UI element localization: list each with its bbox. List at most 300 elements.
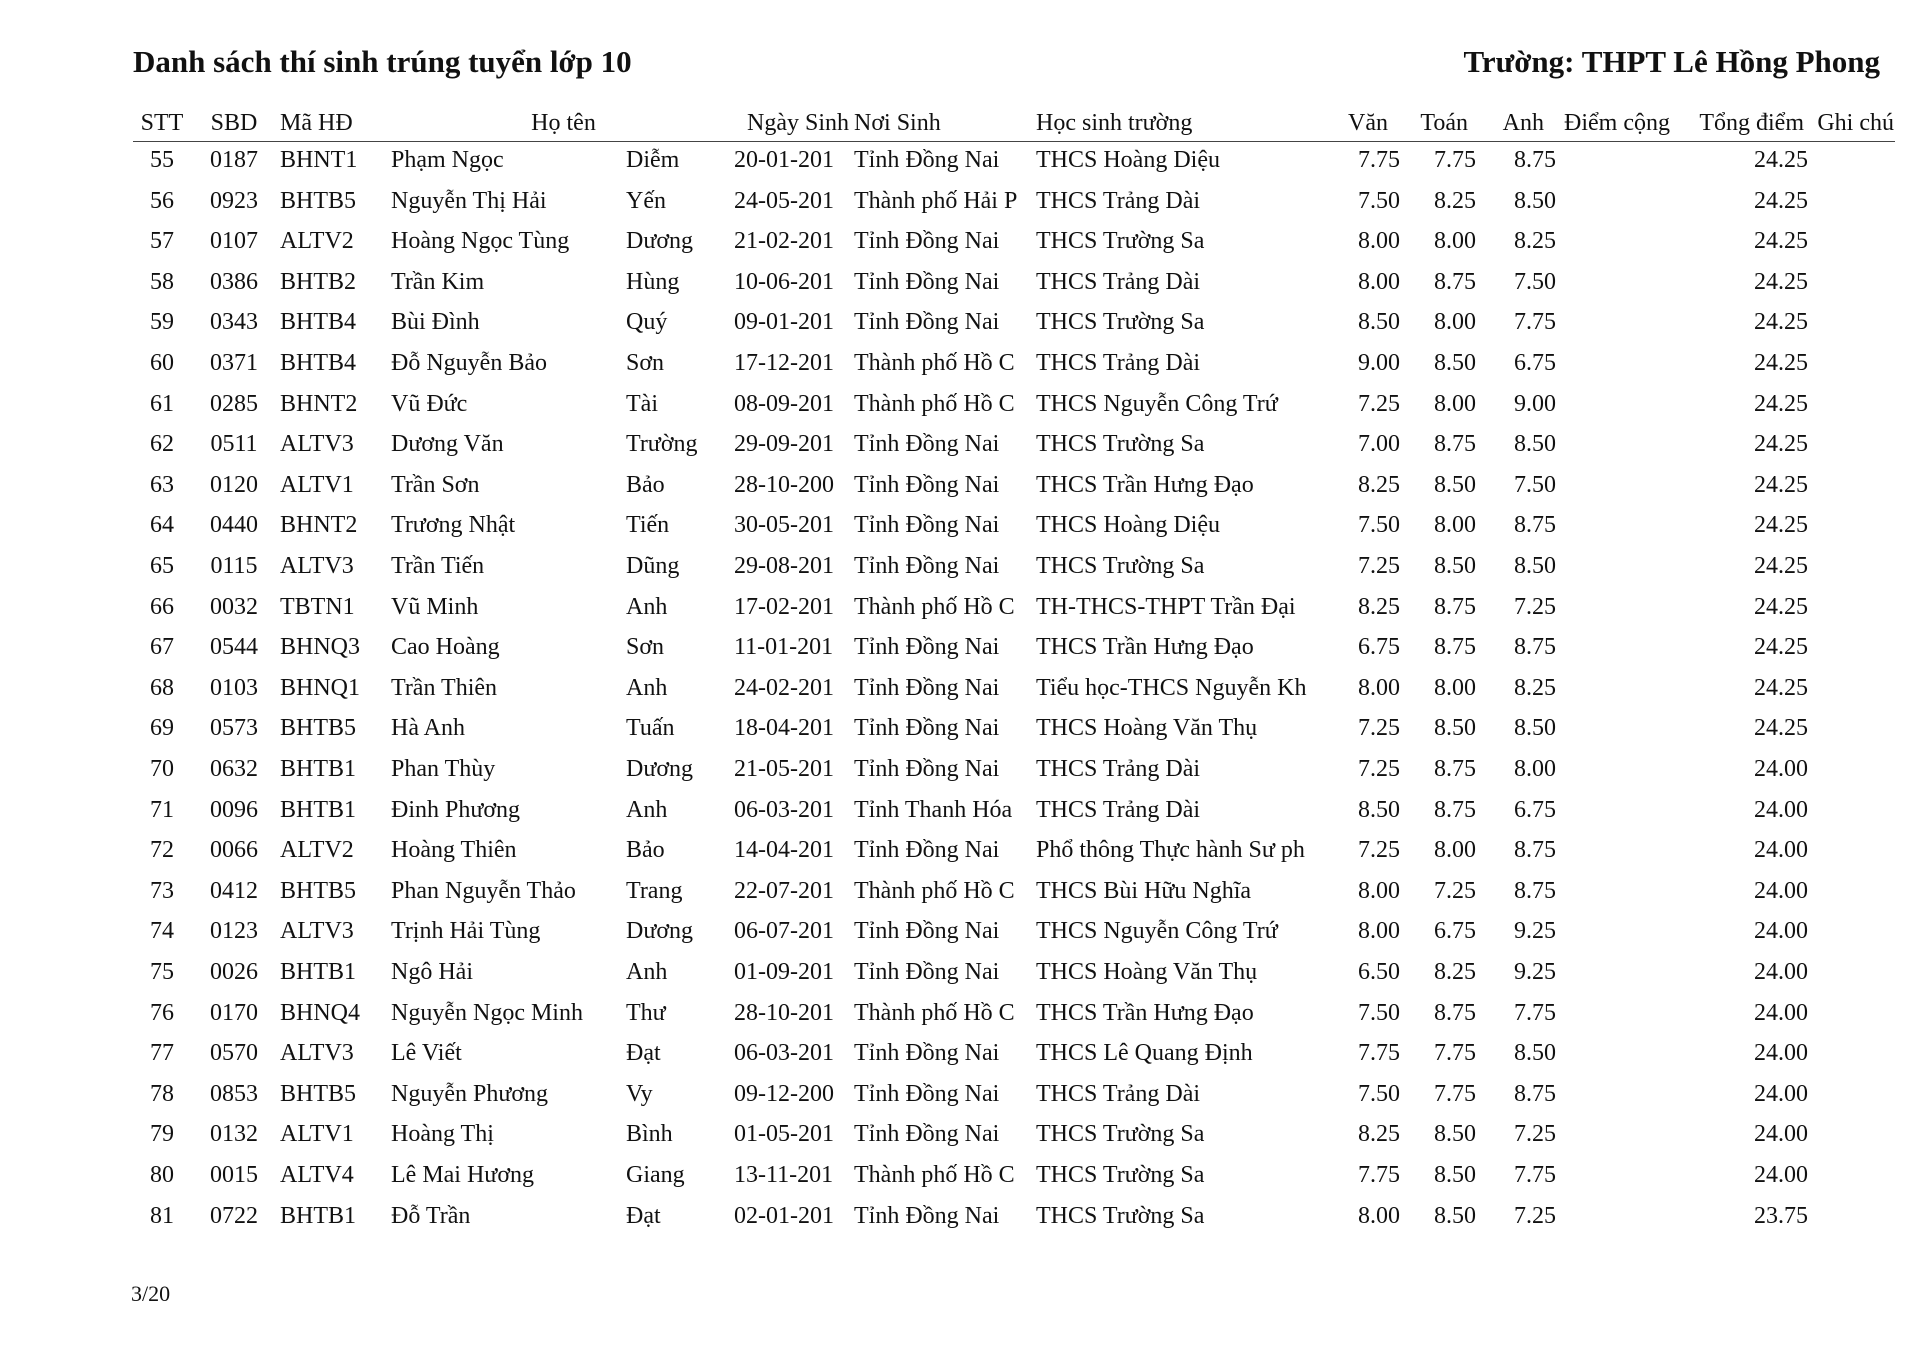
cell-tong-diem: 24.25: [1754, 512, 1808, 539]
cell-hoc-sinh-truong: Phổ thông Thực hành Sư ph: [1036, 837, 1305, 864]
cell-ma-hd: ALTV1: [280, 1121, 354, 1148]
col-header-diem-cong: Điểm cộng: [1564, 110, 1670, 136]
cell-ten: Đạt: [626, 1202, 661, 1229]
cell-ho: Phan Nguyễn Thảo: [391, 877, 576, 904]
table-row: [0, 303, 1920, 343]
cell-van: 7.75: [1358, 1162, 1400, 1188]
cell-van: 6.50: [1358, 959, 1400, 985]
cell-ten: Dũng: [626, 553, 680, 579]
cell-ho: Đỗ Nguyễn Bảo: [391, 350, 547, 376]
cell-anh: 8.75: [1514, 837, 1556, 864]
cell-tong-diem: 24.25: [1754, 634, 1808, 661]
cell-ma-hd: ALTV3: [280, 431, 354, 458]
cell-van: 7.50: [1358, 187, 1400, 214]
cell-sbd: 0132: [210, 1121, 258, 1148]
cell-noi-sinh: Tỉnh Đồng Nai: [854, 309, 1000, 336]
cell-ma-hd: BHNT1: [280, 147, 358, 173]
col-header-hoc-sinh-truong: Học sinh trường: [1036, 110, 1193, 136]
cell-sbd: 0440: [210, 512, 258, 539]
cell-ten: Yến: [626, 187, 666, 214]
cell-sbd: 0853: [210, 1080, 258, 1107]
cell-anh: 8.75: [1514, 877, 1556, 904]
cell-toan: 7.75: [1434, 1040, 1476, 1067]
cell-ten: Sơn: [626, 634, 665, 661]
cell-stt: 64: [150, 512, 174, 539]
cell-stt: 69: [150, 715, 174, 742]
cell-anh: 9.25: [1514, 959, 1556, 985]
school-name: Trường: THPT Lê Hồng Phong: [1463, 44, 1880, 79]
cell-hoc-sinh-truong: THCS Trường Sa: [1036, 228, 1205, 255]
cell-sbd: 0511: [210, 431, 258, 458]
cell-hoc-sinh-truong: THCS Nguyễn Công Trứ: [1036, 918, 1278, 945]
table-row: [0, 912, 1920, 952]
cell-ngay-sinh: 06-03-201: [734, 1040, 834, 1067]
cell-stt: 65: [150, 553, 174, 579]
table-row: [0, 1156, 1920, 1196]
cell-toan: 7.25: [1434, 877, 1476, 904]
cell-toan: 8.75: [1434, 634, 1476, 661]
cell-toan: 8.00: [1434, 674, 1476, 701]
cell-stt: 59: [150, 309, 174, 336]
cell-hoc-sinh-truong: THCS Trường Sa: [1036, 553, 1205, 579]
cell-ngay-sinh: 28-10-200: [734, 471, 834, 498]
cell-ho: Bùi Đình: [391, 309, 480, 336]
cell-anh: 7.25: [1514, 593, 1556, 620]
cell-ma-hd: BHTB1: [280, 756, 357, 782]
cell-ma-hd: BHTB4: [280, 309, 357, 336]
cell-anh: 7.50: [1514, 268, 1556, 295]
cell-ma-hd: BHNT2: [280, 512, 358, 539]
cell-hoc-sinh-truong: THCS Trường Sa: [1036, 1162, 1205, 1188]
cell-toan: 8.00: [1434, 512, 1476, 539]
table-row: [0, 994, 1920, 1034]
cell-ma-hd: BHNQ4: [280, 999, 361, 1026]
cell-noi-sinh: Tỉnh Đồng Nai: [854, 147, 1000, 173]
cell-stt: 76: [150, 999, 174, 1026]
cell-toan: 8.00: [1434, 837, 1476, 864]
cell-stt: 60: [150, 350, 174, 376]
cell-ngay-sinh: 08-09-201: [734, 390, 834, 417]
cell-noi-sinh: Tỉnh Đồng Nai: [854, 1121, 1000, 1148]
cell-ten: Trường: [626, 431, 698, 458]
cell-toan: 8.75: [1434, 431, 1476, 458]
cell-noi-sinh: Tỉnh Đồng Nai: [854, 918, 1000, 945]
cell-noi-sinh: Tỉnh Đồng Nai: [854, 959, 1000, 985]
cell-noi-sinh: Thành phố Hải P: [854, 187, 1018, 214]
cell-tong-diem: 24.25: [1754, 147, 1808, 173]
cell-ngay-sinh: 06-03-201: [734, 796, 834, 823]
cell-ngay-sinh: 20-01-201: [734, 147, 834, 173]
cell-tong-diem: 24.25: [1754, 674, 1808, 701]
cell-toan: 8.50: [1434, 553, 1476, 579]
cell-sbd: 0107: [210, 228, 258, 255]
cell-tong-diem: 24.00: [1754, 877, 1808, 904]
table-row: [0, 953, 1920, 993]
cell-tong-diem: 24.25: [1754, 431, 1808, 458]
cell-noi-sinh: Tỉnh Đồng Nai: [854, 471, 1000, 498]
cell-tong-diem: 24.00: [1754, 918, 1808, 945]
cell-stt: 57: [150, 228, 174, 255]
cell-van: 7.75: [1358, 1040, 1400, 1067]
cell-sbd: 0066: [210, 837, 258, 864]
cell-anh: 6.75: [1514, 796, 1556, 823]
cell-van: 7.25: [1358, 837, 1400, 864]
cell-anh: 8.75: [1514, 1080, 1556, 1107]
cell-ngay-sinh: 24-05-201: [734, 187, 834, 214]
cell-noi-sinh: Tỉnh Đồng Nai: [854, 756, 1000, 782]
cell-tong-diem: 24.00: [1754, 999, 1808, 1026]
cell-anh: 8.50: [1514, 553, 1556, 579]
cell-stt: 77: [150, 1040, 174, 1067]
cell-van: 8.00: [1358, 1202, 1400, 1229]
cell-van: 8.50: [1358, 796, 1400, 823]
cell-ho: Vũ Minh: [391, 593, 479, 620]
table-row: [0, 1197, 1920, 1237]
cell-hoc-sinh-truong: THCS Trảng Dài: [1036, 350, 1201, 376]
cell-van: 7.00: [1358, 431, 1400, 458]
cell-ho: Trương Nhật: [391, 512, 516, 539]
cell-ma-hd: ALTV3: [280, 553, 354, 579]
cell-stt: 78: [150, 1080, 174, 1107]
cell-ngay-sinh: 22-07-201: [734, 877, 834, 904]
cell-noi-sinh: Tỉnh Thanh Hóa: [854, 796, 1013, 823]
cell-van: 8.25: [1358, 1121, 1400, 1148]
cell-ma-hd: BHTB1: [280, 1202, 357, 1229]
cell-ma-hd: TBTN1: [280, 593, 355, 620]
cell-sbd: 0170: [210, 999, 258, 1026]
cell-van: 8.00: [1358, 918, 1400, 945]
cell-tong-diem: 24.25: [1754, 553, 1808, 579]
cell-sbd: 0115: [210, 553, 258, 579]
cell-van: 7.50: [1358, 512, 1400, 539]
cell-noi-sinh: Thành phố Hồ C: [854, 390, 1015, 417]
cell-ngay-sinh: 01-09-201: [734, 959, 834, 985]
cell-ten: Diễm: [626, 147, 680, 173]
cell-ho: Trần Thiên: [391, 674, 498, 701]
cell-stt: 61: [150, 390, 174, 417]
cell-ngay-sinh: 13-11-201: [734, 1162, 834, 1188]
cell-sbd: 0285: [210, 390, 258, 417]
cell-ngay-sinh: 24-02-201: [734, 674, 834, 701]
cell-stt: 75: [150, 959, 174, 985]
cell-ngay-sinh: 01-05-201: [734, 1121, 834, 1148]
cell-ho: Lê Viết: [391, 1040, 462, 1067]
cell-tong-diem: 24.25: [1754, 471, 1808, 498]
cell-anh: 7.75: [1514, 1162, 1556, 1188]
cell-toan: 8.75: [1434, 756, 1476, 782]
table-row: [0, 791, 1920, 831]
cell-tong-diem: 24.00: [1754, 837, 1808, 864]
cell-toan: 8.00: [1434, 309, 1476, 336]
cell-van: 8.00: [1358, 228, 1400, 255]
table-row: [0, 222, 1920, 262]
table-row: [0, 872, 1920, 912]
cell-toan: 8.00: [1434, 228, 1476, 255]
cell-toan: 8.50: [1434, 1121, 1476, 1148]
cell-hoc-sinh-truong: THCS Trường Sa: [1036, 309, 1205, 336]
cell-van: 7.50: [1358, 999, 1400, 1026]
cell-ma-hd: BHTB5: [280, 877, 357, 904]
table-row: [0, 506, 1920, 546]
cell-stt: 74: [150, 918, 174, 945]
cell-ma-hd: BHTB5: [280, 715, 357, 742]
cell-anh: 9.25: [1514, 918, 1556, 945]
page-number: 3/20: [131, 1281, 171, 1306]
cell-noi-sinh: Tỉnh Đồng Nai: [854, 268, 1000, 295]
cell-tong-diem: 24.25: [1754, 309, 1808, 336]
cell-ten: Quý: [626, 309, 668, 336]
document-title: Danh sách thí sinh trúng tuyển lớp 10: [133, 44, 632, 79]
cell-hoc-sinh-truong: THCS Hoàng Diệu: [1036, 512, 1220, 539]
cell-noi-sinh: Thành phố Hồ C: [854, 593, 1015, 620]
col-header-ngay-sinh: Ngày Sinh: [747, 110, 849, 136]
cell-tong-diem: 24.25: [1754, 268, 1808, 295]
cell-noi-sinh: Tỉnh Đồng Nai: [854, 1202, 1000, 1229]
cell-ten: Anh: [626, 593, 668, 620]
cell-hoc-sinh-truong: THCS Lê Quang Định: [1036, 1040, 1253, 1067]
table-row: [0, 628, 1920, 668]
cell-ho: Trịnh Hải Tùng: [391, 918, 541, 945]
cell-toan: 7.75: [1434, 1080, 1476, 1107]
table-row: [0, 750, 1920, 790]
cell-ho: Hà Anh: [391, 715, 465, 742]
cell-stt: 63: [150, 471, 174, 498]
cell-toan: 8.75: [1434, 268, 1476, 295]
cell-tong-diem: 24.00: [1754, 796, 1808, 823]
cell-tong-diem: 23.75: [1754, 1202, 1808, 1229]
cell-noi-sinh: Tỉnh Đồng Nai: [854, 1040, 1000, 1067]
cell-anh: 8.25: [1514, 228, 1556, 255]
cell-ngay-sinh: 17-12-201: [734, 350, 834, 376]
cell-anh: 9.00: [1514, 390, 1556, 417]
cell-tong-diem: 24.00: [1754, 959, 1808, 985]
cell-stt: 80: [150, 1162, 174, 1188]
cell-tong-diem: 24.25: [1754, 390, 1808, 417]
cell-noi-sinh: Tỉnh Đồng Nai: [854, 228, 1000, 255]
cell-sbd: 0015: [210, 1162, 258, 1188]
cell-ho: Hoàng Ngọc Tùng: [391, 228, 570, 255]
cell-ma-hd: ALTV3: [280, 918, 354, 945]
cell-ma-hd: ALTV2: [280, 837, 354, 864]
cell-ngay-sinh: 11-01-201: [734, 634, 834, 661]
cell-sbd: 0120: [210, 471, 258, 498]
cell-anh: 8.50: [1514, 715, 1556, 742]
cell-ma-hd: BHNQ1: [280, 674, 361, 701]
col-header-ma-hd: Mã HĐ: [280, 110, 353, 136]
cell-sbd: 0032: [210, 593, 258, 620]
cell-van: 7.75: [1358, 147, 1400, 173]
table-row: [0, 385, 1920, 425]
cell-sbd: 0632: [210, 756, 258, 782]
cell-toan: 7.75: [1434, 147, 1476, 173]
table-row: [0, 709, 1920, 749]
cell-sbd: 0412: [210, 877, 258, 904]
cell-ma-hd: BHTB4: [280, 350, 357, 376]
cell-anh: 6.75: [1514, 350, 1556, 376]
cell-anh: 8.50: [1514, 1040, 1556, 1067]
col-header-tong-diem: Tổng điểm: [1699, 110, 1804, 136]
cell-sbd: 0343: [210, 309, 258, 336]
cell-stt: 72: [150, 837, 174, 864]
cell-ten: Tuấn: [626, 715, 675, 742]
cell-toan: 6.75: [1434, 918, 1476, 945]
table-row: [0, 344, 1920, 384]
cell-ma-hd: BHNQ3: [280, 634, 361, 661]
table-row: [0, 141, 1920, 181]
cell-stt: 81: [150, 1202, 174, 1229]
cell-van: 7.25: [1358, 553, 1400, 579]
cell-hoc-sinh-truong: THCS Trảng Dài: [1036, 1080, 1201, 1107]
cell-hoc-sinh-truong: THCS Trường Sa: [1036, 1121, 1205, 1148]
cell-ngay-sinh: 18-04-201: [734, 715, 834, 742]
cell-tong-diem: 24.00: [1754, 756, 1808, 782]
cell-ho: Nguyễn Ngọc Minh: [391, 999, 583, 1026]
cell-hoc-sinh-truong: THCS Trảng Dài: [1036, 187, 1201, 214]
cell-tong-diem: 24.00: [1754, 1121, 1808, 1148]
cell-ten: Dương: [626, 918, 694, 945]
cell-stt: 67: [150, 634, 174, 661]
table-row: [0, 669, 1920, 709]
cell-toan: 8.75: [1434, 999, 1476, 1026]
cell-ten: Hùng: [626, 268, 680, 295]
cell-noi-sinh: Thành phố Hồ C: [854, 350, 1015, 376]
cell-toan: 8.25: [1434, 959, 1476, 985]
cell-ngay-sinh: 21-05-201: [734, 756, 834, 782]
cell-sbd: 0096: [210, 796, 258, 823]
cell-anh: 8.50: [1514, 431, 1556, 458]
cell-ma-hd: BHTB2: [280, 268, 357, 295]
cell-anh: 7.25: [1514, 1121, 1556, 1148]
cell-ngay-sinh: 14-04-201: [734, 837, 834, 864]
cell-hoc-sinh-truong: THCS Hoàng Văn Thụ: [1036, 715, 1258, 742]
cell-hoc-sinh-truong: Tiểu học-THCS Nguyễn Kh: [1036, 674, 1307, 701]
cell-ten: Bảo: [626, 471, 665, 498]
table-row: [0, 425, 1920, 465]
table-row: [0, 831, 1920, 871]
cell-ten: Anh: [626, 796, 668, 823]
cell-hoc-sinh-truong: THCS Trảng Dài: [1036, 756, 1201, 782]
cell-ma-hd: BHTB5: [280, 187, 357, 214]
cell-tong-diem: 24.25: [1754, 593, 1808, 620]
cell-ngay-sinh: 28-10-201: [734, 999, 834, 1026]
cell-ho: Đỗ Trần: [391, 1202, 471, 1229]
cell-van: 8.50: [1358, 309, 1400, 336]
cell-ten: Giang: [626, 1162, 685, 1188]
cell-ho: Vũ Đức: [391, 390, 468, 417]
cell-hoc-sinh-truong: THCS Trảng Dài: [1036, 268, 1201, 295]
cell-anh: 8.75: [1514, 634, 1556, 661]
cell-ten: Trang: [626, 877, 683, 904]
cell-van: 7.25: [1358, 756, 1400, 782]
cell-tong-diem: 24.25: [1754, 715, 1808, 742]
col-header-ho-ten: Họ tên: [531, 110, 596, 136]
table-row: [0, 182, 1920, 222]
cell-van: 8.00: [1358, 877, 1400, 904]
cell-stt: 68: [150, 674, 174, 701]
cell-stt: 56: [150, 187, 174, 214]
cell-ten: Sơn: [626, 350, 665, 376]
cell-ho: Ngô Hải: [391, 959, 473, 985]
cell-hoc-sinh-truong: THCS Nguyễn Công Trứ: [1036, 390, 1278, 417]
cell-hoc-sinh-truong: TH-THCS-THPT Trần Đại: [1036, 593, 1296, 620]
table-header: [0, 104, 1920, 144]
cell-ma-hd: BHTB5: [280, 1080, 357, 1107]
cell-toan: 8.00: [1434, 390, 1476, 417]
cell-ngay-sinh: 09-12-200: [734, 1080, 834, 1107]
cell-noi-sinh: Tỉnh Đồng Nai: [854, 674, 1000, 701]
cell-hoc-sinh-truong: THCS Trường Sa: [1036, 1202, 1205, 1229]
cell-stt: 66: [150, 593, 174, 620]
cell-tong-diem: 24.25: [1754, 350, 1808, 376]
cell-noi-sinh: Tỉnh Đồng Nai: [854, 512, 1000, 539]
cell-ho: Nguyễn Thị Hải: [391, 187, 547, 214]
cell-van: 8.00: [1358, 674, 1400, 701]
cell-sbd: 0386: [210, 268, 258, 295]
cell-tong-diem: 24.00: [1754, 1080, 1808, 1107]
table-row: [0, 1115, 1920, 1155]
cell-ma-hd: ALTV2: [280, 228, 354, 255]
cell-toan: 8.75: [1434, 593, 1476, 620]
cell-tong-diem: 24.00: [1754, 1040, 1808, 1067]
cell-noi-sinh: Thành phố Hồ C: [854, 877, 1015, 904]
cell-toan: 8.50: [1434, 350, 1476, 376]
cell-sbd: 0573: [210, 715, 258, 742]
cell-ten: Anh: [626, 959, 668, 985]
cell-ngay-sinh: 30-05-201: [734, 512, 834, 539]
cell-noi-sinh: Tỉnh Đồng Nai: [854, 431, 1000, 458]
cell-van: 9.00: [1358, 350, 1400, 376]
cell-noi-sinh: Thành phố Hồ C: [854, 1162, 1015, 1188]
cell-ho: Đinh Phương: [391, 796, 521, 823]
cell-toan: 8.50: [1434, 471, 1476, 498]
cell-ten: Bình: [626, 1121, 673, 1148]
cell-ma-hd: BHTB1: [280, 796, 357, 823]
cell-sbd: 0103: [210, 674, 258, 701]
table-row: [0, 1034, 1920, 1074]
cell-stt: 73: [150, 877, 174, 904]
cell-stt: 58: [150, 268, 174, 295]
cell-ngay-sinh: 02-01-201: [734, 1202, 834, 1229]
cell-toan: 8.75: [1434, 796, 1476, 823]
table-row: [0, 263, 1920, 303]
cell-ten: Đạt: [626, 1040, 661, 1067]
cell-toan: 8.25: [1434, 187, 1476, 214]
cell-noi-sinh: Tỉnh Đồng Nai: [854, 553, 1000, 579]
cell-hoc-sinh-truong: THCS Trảng Dài: [1036, 796, 1201, 823]
cell-noi-sinh: Tỉnh Đồng Nai: [854, 634, 1000, 661]
cell-ten: Thư: [626, 999, 666, 1026]
cell-sbd: 0544: [210, 634, 258, 661]
cell-anh: 7.50: [1514, 471, 1556, 498]
cell-stt: 62: [150, 431, 174, 458]
cell-ten: Dương: [626, 228, 694, 255]
cell-van: 6.75: [1358, 634, 1400, 661]
cell-ho: Trần Kim: [391, 268, 485, 295]
cell-ho: Cao Hoàng: [391, 634, 500, 661]
cell-ho: Lê Mai Hương: [391, 1162, 535, 1188]
cell-ten: Vy: [626, 1080, 653, 1107]
table-row: [0, 547, 1920, 587]
cell-ngay-sinh: 21-02-201: [734, 228, 834, 255]
cell-ten: Dương: [626, 756, 694, 782]
cell-anh: 8.50: [1514, 187, 1556, 214]
col-header-sbd: SBD: [210, 110, 258, 136]
cell-ngay-sinh: 06-07-201: [734, 918, 834, 945]
cell-hoc-sinh-truong: THCS Hoàng Văn Thụ: [1036, 959, 1258, 985]
cell-ten: Tài: [626, 390, 658, 417]
table-row: [0, 588, 1920, 628]
cell-ho: Hoàng Thiên: [391, 837, 517, 864]
